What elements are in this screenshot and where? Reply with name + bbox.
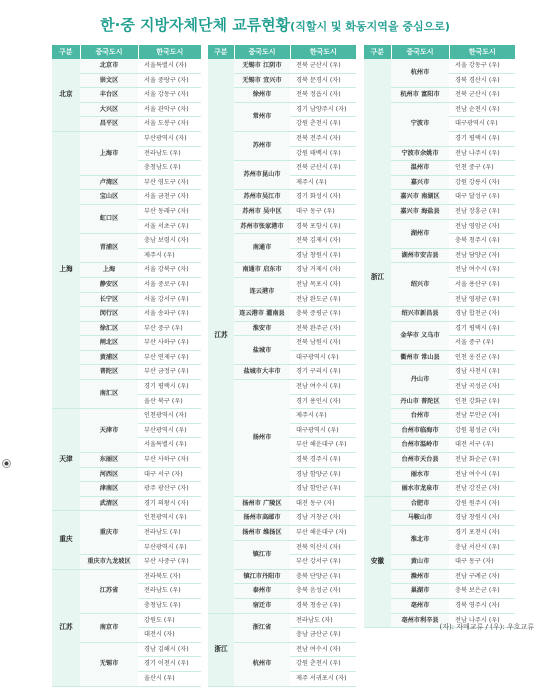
korean-city-cell: 인천 중구 (우): [449, 161, 515, 176]
korean-city-cell: 서울 용산구 (우): [449, 277, 515, 292]
korean-city-cell: 경기 이천시 (우): [138, 657, 201, 672]
chinese-city-cell: 宝山区: [80, 190, 138, 205]
korean-city-cell: 경기 용인시 (자): [290, 394, 356, 409]
province-cell: 安徽: [364, 496, 391, 627]
korean-city-cell: 서울특별시 (자): [138, 59, 201, 73]
korean-city-cell: 광주 광산구 (자): [138, 482, 201, 497]
korean-city-cell: 경기 남양주시 (자): [290, 102, 356, 117]
korean-city-cell: 충남 금산군 (우): [290, 628, 356, 643]
chinese-city-cell: 江苏省: [80, 569, 138, 613]
chinese-city-cell: 苏州市吴江市: [234, 190, 290, 205]
korean-city-cell: 강원도 (우): [138, 613, 201, 628]
korean-city-cell: 전라남도 (우): [138, 526, 201, 541]
chinese-city-cell: 无锡市 宜兴市: [234, 73, 290, 88]
chinese-city-cell: 台州市: [391, 409, 449, 424]
exchange-table: [364, 45, 515, 628]
chinese-city-cell: 闵行区: [80, 307, 138, 322]
korean-city-cell: 강원 태백시 (우): [290, 146, 356, 161]
korean-city-cell: 경남 거제시 (자): [290, 263, 356, 278]
chinese-city-cell: 南通市 启东市: [234, 263, 290, 278]
korean-city-cell: 대구광역시 (우): [449, 117, 515, 132]
table-row: [364, 59, 515, 73]
chinese-city-cell: 崇文区: [80, 73, 138, 88]
page-title: [0, 14, 550, 35]
chinese-city-cell: 湖州市安吉县: [391, 248, 449, 263]
legend: (자): 자매교류 / (우): 우호교류: [439, 623, 534, 631]
korean-city-cell: 충남 서산시 (우): [449, 540, 515, 555]
korean-city-cell: 전북 완주군 (자): [290, 321, 356, 336]
chinese-city-cell: 常州市: [234, 102, 290, 131]
chinese-city-cell: 亳州市: [391, 598, 449, 613]
korean-city-cell: 제주시 (우): [290, 409, 356, 424]
korean-city-cell: 대구광역시 (우): [290, 423, 356, 438]
table-column-3: [364, 45, 515, 628]
exchange-table: [208, 45, 356, 687]
korean-city-cell: 충남 보령시 (자): [138, 234, 201, 249]
chinese-city-cell: 淮北市: [391, 526, 449, 555]
korean-city-cell: 전라북도 (자): [138, 569, 201, 584]
header-cn: 중국도시: [80, 45, 138, 59]
province-cell: 浙江: [208, 613, 234, 686]
korean-city-cell: 서울 서초구 (우): [138, 219, 201, 234]
korean-city-cell: 경남 함양군 (우): [290, 467, 356, 482]
korean-city-cell: 강원 강릉시 (자): [449, 175, 515, 190]
chinese-city-cell: 苏州市昆山市: [234, 161, 290, 190]
chinese-city-cell: 徐汇区: [80, 321, 138, 336]
header-kr: 한국도시: [138, 45, 201, 59]
chinese-city-cell: 南通市: [234, 234, 290, 263]
chinese-city-cell: 金华市 义乌市: [391, 321, 449, 350]
korean-city-cell: 경북 문경시 (자): [290, 73, 356, 88]
korean-city-cell: 전남 화순군 (우): [449, 453, 515, 468]
korean-city-cell: 울산시 (우): [138, 671, 201, 686]
chinese-city-cell: 衢州市 常山县: [391, 350, 449, 365]
korean-city-cell: 부산 금정구 (우): [138, 365, 201, 380]
korean-city-cell: 전남 여수시 (우): [449, 263, 515, 278]
chinese-city-cell: 大兴区: [80, 102, 138, 117]
korean-city-cell: 부산광역시 (자): [138, 131, 201, 146]
chinese-city-cell: 武清区: [80, 496, 138, 511]
chinese-city-cell: 上海: [80, 263, 138, 278]
chinese-city-cell: 东丽区: [80, 453, 138, 468]
korean-city-cell: 전남 여수시 (우): [449, 467, 515, 482]
korean-city-cell: 서울 중랑구 (자): [138, 73, 201, 88]
chinese-city-cell: 镇江市: [234, 540, 290, 569]
chinese-city-cell: 浙江省: [234, 613, 290, 642]
korean-city-cell: 경남 김해시 (자): [138, 642, 201, 657]
header-prov: 구분: [208, 45, 234, 59]
korean-city-cell: 인천광역시 (우): [138, 511, 201, 526]
chinese-city-cell: 苏州市张家港市: [234, 219, 290, 234]
korean-city-cell: 충북 단양군 (우): [290, 569, 356, 584]
korean-city-cell: 서울 금천구 (자): [138, 190, 201, 205]
chinese-city-cell: 河西区: [80, 467, 138, 482]
chinese-city-cell: 卢湾区: [80, 175, 138, 190]
chinese-city-cell: 南京市: [80, 613, 138, 642]
province-cell: 天津: [52, 409, 80, 511]
table-row: [52, 511, 201, 526]
chinese-city-cell: 扬州市: [234, 380, 290, 497]
korean-city-cell: 부산 해운대구 (자): [290, 526, 356, 541]
korean-city-cell: 제주시 (우): [138, 248, 201, 263]
korean-city-cell: 전북 정읍시 (자): [290, 88, 356, 103]
korean-city-cell: 전남 영광군 (우): [449, 292, 515, 307]
korean-city-cell: 강원 춘천시 (우): [290, 117, 356, 132]
korean-city-cell: 경북 경주시 (우): [290, 453, 356, 468]
chinese-city-cell: 丹山市 普陀区: [391, 394, 449, 409]
korean-city-cell: 전남 무안군 (자): [449, 409, 515, 424]
table-row: [52, 409, 201, 424]
table-row: [208, 59, 356, 73]
chinese-city-cell: 南汇区: [80, 380, 138, 409]
korean-city-cell: 전북 전주시 (자): [290, 131, 356, 146]
chinese-city-cell: 扬州市 广陵区: [234, 496, 290, 511]
korean-city-cell: 전남 영암군 (자): [449, 219, 515, 234]
chinese-city-cell: 淮安市: [234, 321, 290, 336]
province-cell: 江苏: [208, 59, 234, 613]
chinese-city-cell: 连云港市: [234, 277, 290, 306]
korean-city-cell: 경기 평택시 (우): [138, 380, 201, 395]
title-main: 한·중 지방자체단체 교류현황: [100, 16, 291, 34]
chinese-city-cell: 扬州市高邮市: [234, 511, 290, 526]
korean-city-cell: 충북 증평군 (우): [290, 307, 356, 322]
korean-city-cell: 부산 영도구 (자): [138, 175, 201, 190]
korean-city-cell: 충북 음성군 (자): [290, 584, 356, 599]
korean-city-cell: 대구 동구 (우): [290, 204, 356, 219]
province-cell: 上海: [52, 131, 80, 408]
korean-city-cell: 전남 여수시 (우): [290, 380, 356, 395]
chinese-city-cell: 丰台区: [80, 88, 138, 103]
chinese-city-cell: 闸北区: [80, 336, 138, 351]
header-kr: 한국도시: [449, 45, 515, 59]
korean-city-cell: 부산 동래구 (자): [138, 204, 201, 219]
korean-city-cell: 전남 강진군 (자): [449, 482, 515, 497]
chinese-city-cell: 滁州市: [391, 569, 449, 584]
table-row: [52, 131, 201, 146]
chinese-city-cell: 杭州市: [391, 59, 449, 88]
korean-city-cell: 서울 강동구 (자): [138, 88, 201, 103]
korean-city-cell: 경남 합천군 (자): [449, 307, 515, 322]
korean-city-cell: 전라남도 (자): [290, 613, 356, 628]
chinese-city-cell: 温州市: [391, 161, 449, 176]
korean-city-cell: 전남 목포시 (자): [290, 277, 356, 292]
chinese-city-cell: 普陀区: [80, 365, 138, 380]
korean-city-cell: 대구 동구 (자): [449, 555, 515, 570]
korean-city-cell: 경기 평택시 (우): [449, 131, 515, 146]
chinese-city-cell: 丽水市龙泉市: [391, 482, 449, 497]
chinese-city-cell: 盐城市大丰市: [234, 365, 290, 380]
province-cell: 重庆: [52, 511, 80, 569]
korean-city-cell: 서울 강동구 (우): [449, 59, 515, 73]
korean-city-cell: 경남 함안군 (우): [290, 482, 356, 497]
korean-city-cell: 인천 옹진군 (우): [449, 350, 515, 365]
korean-city-cell: 전북 군산시 (우): [449, 88, 515, 103]
chinese-city-cell: 亳州市利辛县: [391, 613, 449, 628]
header-row: [364, 45, 515, 59]
chinese-city-cell: 台州市临海市: [391, 423, 449, 438]
header-row: [52, 45, 201, 59]
chinese-city-cell: 青浦区: [80, 234, 138, 263]
korean-city-cell: 부산 사하구 (우): [138, 336, 201, 351]
chinese-city-cell: 黄山市: [391, 555, 449, 570]
korean-city-cell: 경북 포항시 (우): [290, 219, 356, 234]
korean-city-cell: 경기 의왕시 (자): [138, 496, 201, 511]
exchange-table: [52, 45, 201, 687]
korean-city-cell: 대전 동구 (자): [290, 496, 356, 511]
korean-city-cell: 전남 구례군 (자): [449, 569, 515, 584]
chinese-city-cell: 嘉兴市 海盐县: [391, 204, 449, 219]
korean-city-cell: 서울 중로구 (우): [138, 277, 201, 292]
korean-city-cell: 전남 나주시 (우): [449, 146, 515, 161]
korean-city-cell: 충북 보은군 (우): [449, 584, 515, 599]
korean-city-cell: 경남 거창군 (자): [290, 511, 356, 526]
chinese-city-cell: 宿迁市: [234, 598, 290, 613]
header-kr: 한국도시: [290, 45, 356, 59]
chinese-city-cell: 虹口区: [80, 204, 138, 233]
korean-city-cell: 경기 포천시 (자): [449, 526, 515, 541]
chinese-city-cell: 嘉兴市: [391, 175, 449, 190]
chinese-city-cell: 杭州市: [234, 642, 290, 686]
korean-city-cell: 전남 담양군 (자): [449, 248, 515, 263]
chinese-city-cell: 无锡市: [80, 642, 138, 686]
chinese-city-cell: 苏州市 吴中区: [234, 204, 290, 219]
korean-city-cell: 제주시 (우): [290, 175, 356, 190]
korean-city-cell: 충청남도 (우): [138, 161, 201, 176]
korean-city-cell: 제주 서귀포시 (자): [290, 671, 356, 686]
korean-city-cell: 대전 서구 (우): [449, 438, 515, 453]
korean-city-cell: 경북 경산시 (우): [449, 73, 515, 88]
chinese-city-cell: 合肥市: [391, 496, 449, 511]
korean-city-cell: 대전시 (자): [138, 628, 201, 643]
korean-city-cell: 경기 화성시 (자): [290, 190, 356, 205]
chinese-city-cell: 扬州市 维扬区: [234, 526, 290, 541]
chinese-city-cell: 天津市: [80, 409, 138, 453]
chinese-city-cell: 盐城市: [234, 336, 290, 365]
table-column-2: [208, 45, 356, 687]
korean-city-cell: 인천광역시 (자): [138, 409, 201, 424]
chinese-city-cell: 马鞍山市: [391, 511, 449, 526]
korean-city-cell: 부산 해운대구 (우): [290, 438, 356, 453]
korean-city-cell: 경남 사천시 (우): [449, 365, 515, 380]
korean-city-cell: 전북 군산시 (우): [290, 161, 356, 176]
province-cell: 浙江: [364, 59, 391, 496]
korean-city-cell: 울산 북구 (우): [138, 394, 201, 409]
korean-city-cell: 인천 강화군 (우): [449, 394, 515, 409]
korean-city-cell: 부산광역시 (우): [138, 423, 201, 438]
korean-city-cell: 서울 강서구 (우): [138, 292, 201, 307]
korean-city-cell: 경남 창원시 (자): [449, 511, 515, 526]
chinese-city-cell: 泰州市: [234, 584, 290, 599]
table-row: [364, 496, 515, 511]
korean-city-cell: 전라남도 (우): [138, 146, 201, 161]
chinese-city-cell: 镇江市丹阳市: [234, 569, 290, 584]
province-cell: 北京: [52, 59, 80, 131]
korean-city-cell: 전북 익산시 (자): [290, 540, 356, 555]
chinese-city-cell: 重庆市九龙坡区: [80, 555, 138, 570]
chinese-city-cell: 台州市温岭市: [391, 438, 449, 453]
chinese-city-cell: 台州市天台县: [391, 453, 449, 468]
chinese-city-cell: 宁波市余姚市: [391, 146, 449, 161]
chinese-city-cell: 湖州市: [391, 219, 449, 248]
chinese-city-cell: 宁波市: [391, 102, 449, 146]
korean-city-cell: 서울 중구 (우): [449, 336, 515, 351]
chinese-city-cell: 长宁区: [80, 292, 138, 307]
korean-city-cell: 경기 구리시 (우): [290, 365, 356, 380]
korean-city-cell: 경북 청송군 (우): [290, 598, 356, 613]
korean-city-cell: 강원 원주시 (자): [449, 496, 515, 511]
chinese-city-cell: 徐州市: [234, 88, 290, 103]
header-cn: 중국도시: [391, 45, 449, 59]
korean-city-cell: 대구 서구 (자): [138, 467, 201, 482]
korean-city-cell: 부산 중구 (우): [138, 321, 201, 336]
korean-city-cell: 전남 장흥군 (우): [449, 204, 515, 219]
korean-city-cell: 전북 군산시 (우): [290, 59, 356, 73]
korean-city-cell: 경북 영주시 (자): [449, 598, 515, 613]
chinese-city-cell: 苏州市: [234, 131, 290, 160]
chinese-city-cell: 巢湖市: [391, 584, 449, 599]
korean-city-cell: 전라남도 (우): [138, 584, 201, 599]
table-row: [52, 569, 201, 584]
chinese-city-cell: 丹山市: [391, 365, 449, 394]
korean-city-cell: 전남 곡성군 (자): [449, 380, 515, 395]
chinese-city-cell: 黄浦区: [80, 350, 138, 365]
header-prov: 구분: [364, 45, 391, 59]
korean-city-cell: 부산 사하구 (자): [138, 453, 201, 468]
chinese-city-cell: 杭州市 富阳市: [391, 88, 449, 103]
korean-city-cell: 전남 순천시 (우): [449, 102, 515, 117]
chinese-city-cell: 北京市: [80, 59, 138, 73]
korean-city-cell: 서울 강북구 (자): [138, 263, 201, 278]
korean-city-cell: 부산광역시 (우): [138, 540, 201, 555]
korean-city-cell: 강원 횡성군 (자): [449, 423, 515, 438]
chinese-city-cell: 丽水市: [391, 467, 449, 482]
korean-city-cell: 전남 여수시 (자): [290, 642, 356, 657]
korean-city-cell: 경남 창원시 (우): [290, 248, 356, 263]
chinese-city-cell: 重庆市: [80, 511, 138, 555]
header-cn: 중국도시: [234, 45, 290, 59]
korean-city-cell: 서울 도봉구 (자): [138, 117, 201, 132]
korean-city-cell: 부산 연제구 (우): [138, 350, 201, 365]
korean-city-cell: 전남 나주시 (우): [449, 613, 515, 628]
korean-city-cell: 서울 송파구 (우): [138, 307, 201, 322]
header-prov: 구분: [52, 45, 80, 59]
korean-city-cell: 전북 남원시 (자): [290, 336, 356, 351]
korean-city-cell: 전남 완도군 (우): [290, 292, 356, 307]
korean-city-cell: 충북 청주시 (우): [449, 234, 515, 249]
korean-city-cell: 전북 김제시 (자): [290, 234, 356, 249]
province-cell: 江苏: [52, 569, 80, 686]
chinese-city-cell: 连云港市 灌南县: [234, 307, 290, 322]
chinese-city-cell: 嘉兴市 南湖区: [391, 190, 449, 205]
table-row: [52, 59, 201, 73]
korean-city-cell: 부산 사중구 (우): [138, 555, 201, 570]
korean-city-cell: 부산 강서구 (우): [290, 555, 356, 570]
chinese-city-cell: 无锡市 江阴市: [234, 59, 290, 73]
chinese-city-cell: 上海市: [80, 131, 138, 175]
header-row: [208, 45, 356, 59]
korean-city-cell: 경기 평택시 (우): [449, 321, 515, 336]
chinese-city-cell: 昌平区: [80, 117, 138, 132]
korean-city-cell: 대구 달성구 (우): [449, 190, 515, 205]
chinese-city-cell: 静安区: [80, 277, 138, 292]
title-sub: (직할시 및 화동지역을 중심으로): [290, 20, 450, 33]
table-row: [208, 613, 356, 628]
korean-city-cell: 대구광역시 (우): [290, 350, 356, 365]
korean-city-cell: 충청남도 (우): [138, 598, 201, 613]
chinese-city-cell: 绍兴市: [391, 263, 449, 307]
chinese-city-cell: 津南区: [80, 482, 138, 497]
korean-city-cell: 강원 춘천시 (우): [290, 657, 356, 672]
korean-city-cell: 서울 관악구 (자): [138, 102, 201, 117]
korean-city-cell: 서울특별시 (우): [138, 438, 201, 453]
table-column-1: [52, 45, 201, 687]
registration-mark-icon: [2, 459, 11, 468]
chinese-city-cell: 绍兴市新昌县: [391, 307, 449, 322]
